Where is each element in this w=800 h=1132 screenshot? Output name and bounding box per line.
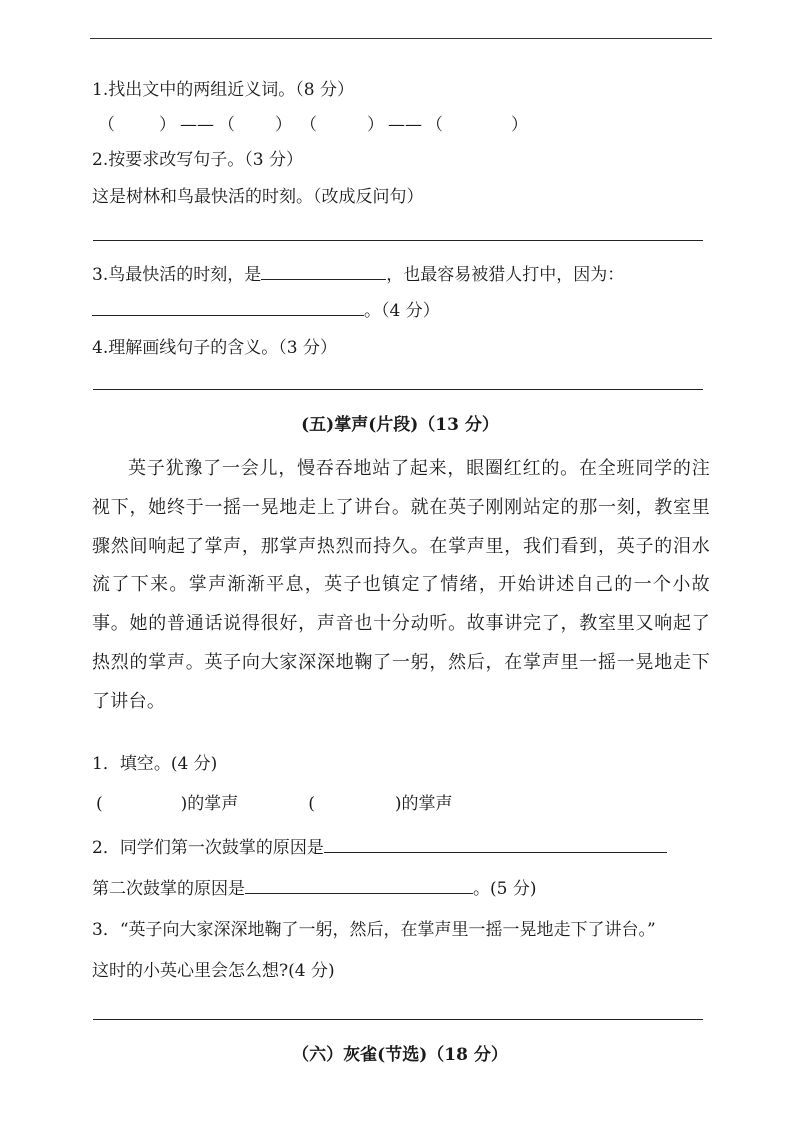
question-5-2: 2．同学们第一次鼓掌的原因是 <box>92 834 667 860</box>
answer-blank[interactable] <box>324 834 667 853</box>
answer-blank[interactable]: （ <box>300 115 317 135</box>
page-top-rule <box>90 38 712 39</box>
question-4-3: 3.鸟最快活的时刻，是 ，也最容易被猎人打中，因为： <box>92 261 624 287</box>
question-4-4: 4.理解画线句子的含义。（3 分） <box>92 338 337 358</box>
answer-blank[interactable] <box>245 875 473 894</box>
answer-line[interactable] <box>93 1019 703 1020</box>
answer-blank[interactable] <box>261 261 386 280</box>
question-4-2: 2.按要求改写句子。（3 分） <box>92 150 303 170</box>
question-5-1: 1．填空。(4 分) <box>92 754 218 774</box>
question-5-1-blanks: ( )的掌声 ( )的掌声 <box>96 794 453 814</box>
answer-line[interactable] <box>93 240 703 241</box>
question-4-1-pairs: （ ） —— （ ） （ ） —— （ ） <box>98 115 528 135</box>
answer-blank[interactable]: （ <box>218 115 235 135</box>
answer-blank[interactable]: ( <box>308 794 315 814</box>
section-6-heading: （六）灰雀(节选)（18 分） <box>292 1045 508 1065</box>
answer-blank[interactable]: （ <box>426 115 443 135</box>
question-4-1: 1.找出文中的两组近义词。（8 分） <box>92 80 354 100</box>
question-5-3: 3．“英子向大家深深地鞠了一躬，然后，在掌声里一摇一晃地走下了讲台。” <box>92 920 656 940</box>
question-5-2-cont: 第二次鼓掌的原因是 。(5 分) <box>92 875 536 901</box>
question-4-3-cont: 。（4 分） <box>92 297 440 323</box>
answer-line[interactable] <box>93 389 703 390</box>
question-4-2-sentence: 这是树林和鸟最快活的时刻。（改成反问句） <box>92 187 424 207</box>
question-5-3-ask: 这时的小英心里会怎么想?(4 分) <box>92 961 335 981</box>
answer-blank[interactable] <box>92 297 364 316</box>
answer-blank[interactable]: ( <box>96 794 103 814</box>
passage: 英子犹豫了一会儿，慢吞吞地站了起来，眼圈红红的。在全班同学的注视下，她终于一摇一晃地走上了讲台。就在英子刚刚站定的那一刻，教室里骤然间响起了掌声，那掌声热烈而持久。在掌声里，我们看到，英子的泪水流了下来。掌声渐渐平息，英子也镇定了情绪，开始讲述自己的一个小故事。她的普通话说得很好，声音也十分动听。故事讲完了，教室里又响起了热烈的掌声。英子向大家深深地鞠了一躬，然后，在掌声里一摇一晃地走下了讲台。 <box>92 458 710 712</box>
section-5-heading: (五)掌声(片段)（13 分） <box>301 415 499 435</box>
